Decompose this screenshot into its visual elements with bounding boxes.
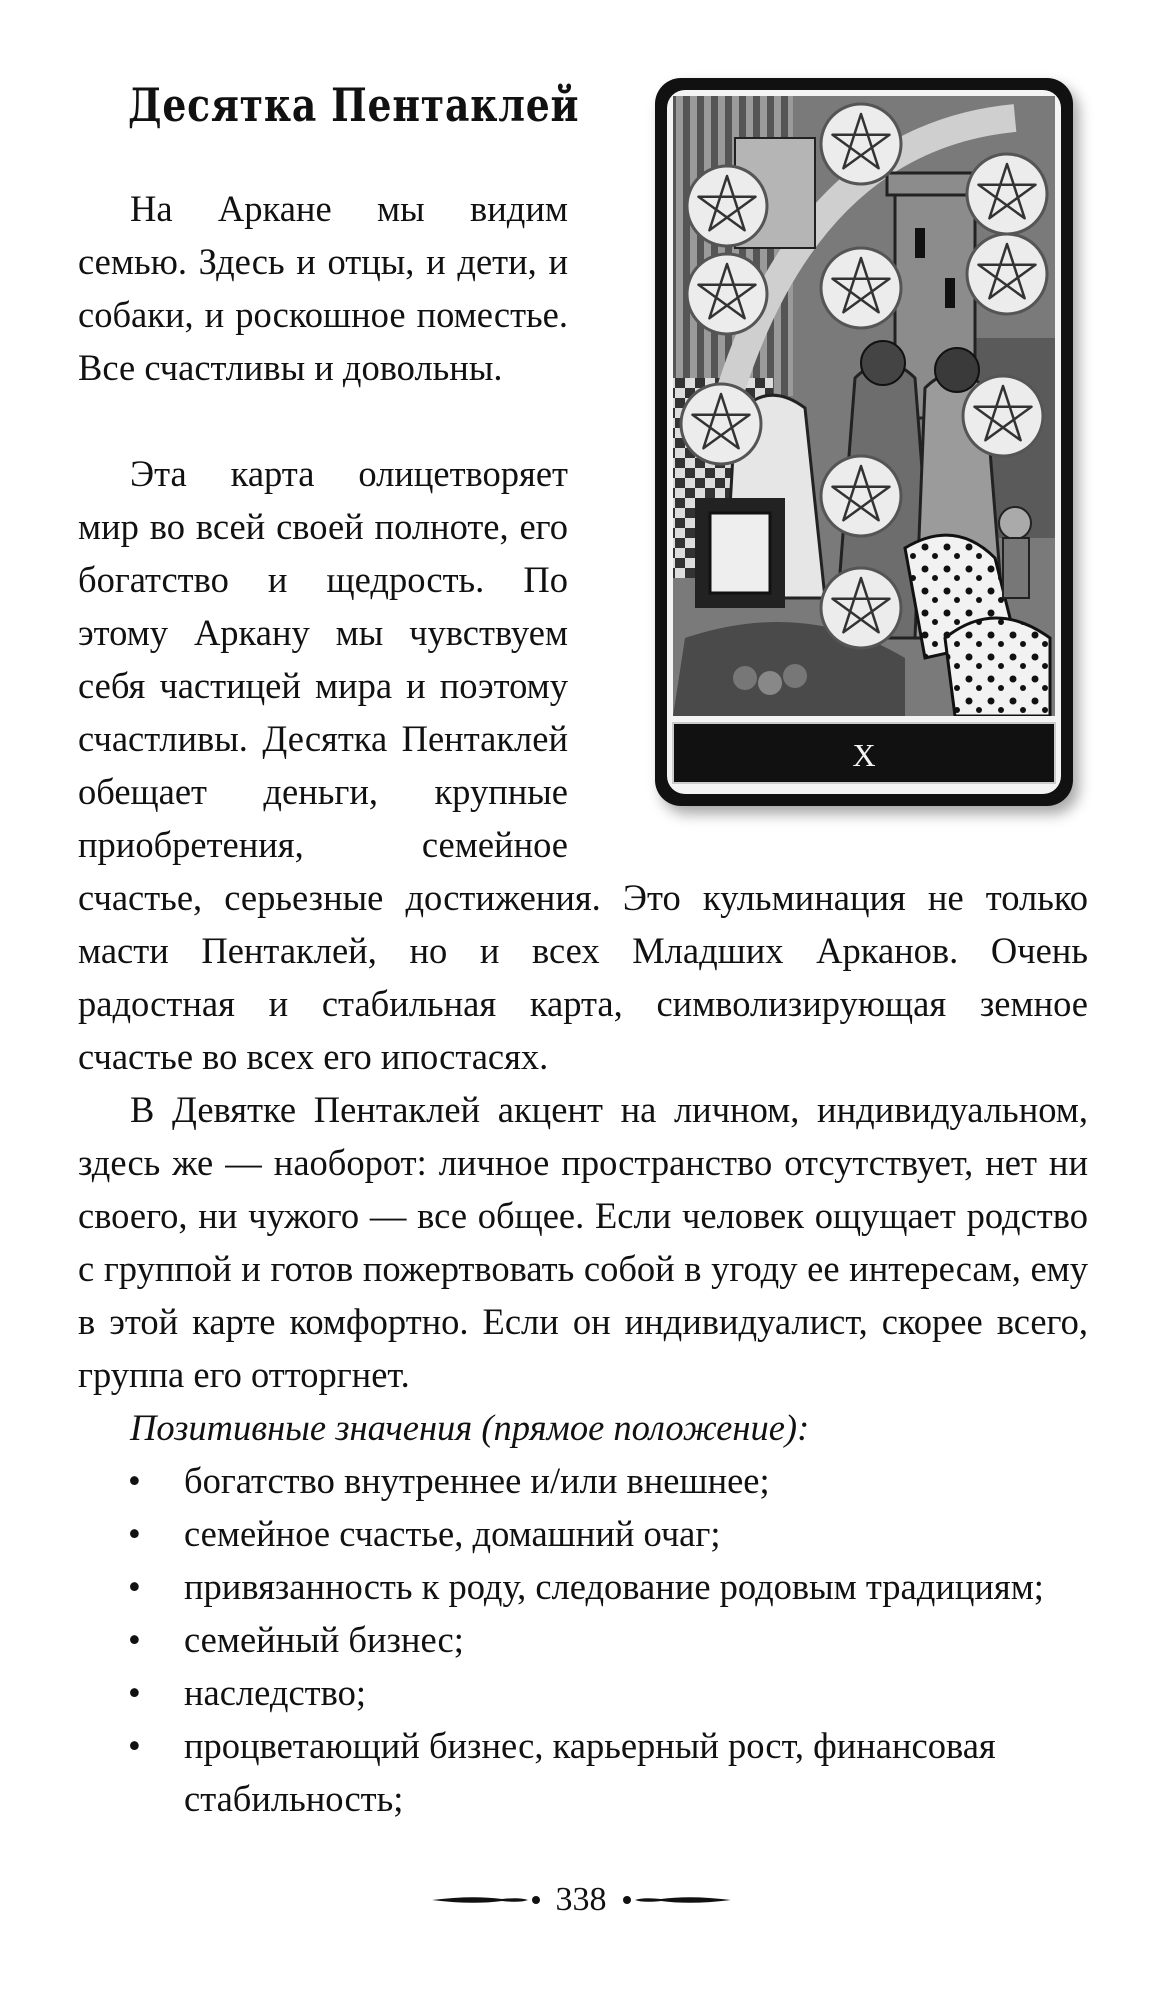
- page-footer: [0, 1870, 1162, 1930]
- card-wrap-space: [568, 182, 1088, 826]
- paragraph-3: В Девятке Пентаклей акцент на личном, индивидуальном, здесь же — наоборот: личное пространство отсутствует, нет ни своего, ни чужого — все общее. Если человек ощущает родство с группой и готов пожертвовать собой в угоду ее интересам, ему в этой карте комфортно. Если он индивидуалист, скорее всего, группа его отторгнет.: [78, 1089, 1088, 1395]
- ornament-left-icon: [432, 1893, 542, 1907]
- ornament-right-icon: [621, 1893, 731, 1907]
- card-numeral: X: [852, 737, 876, 773]
- page-title: Десятка Пентаклей: [128, 78, 580, 132]
- paragraph-1: На Аркане мы видим семью. Здесь и отцы, и дети, и собаки, и роскошное поместье. Все счастливы и довольны.: [78, 188, 568, 388]
- main-text: [78, 182, 1088, 1825]
- list-item: • привязанность к роду, следование родовым традициям;: [78, 1560, 1088, 1613]
- list-item: • наследство;: [78, 1666, 1088, 1719]
- page-number: 338: [555, 1881, 607, 1918]
- list-item: • процветающий бизнес, карьерный рост, финансовая стабильность;: [78, 1719, 1088, 1825]
- positive-meanings-heading: Позитивные значения (прямое положение):: [130, 1407, 810, 1448]
- list-item: • семейный бизнес;: [78, 1613, 1088, 1666]
- list-item: • семейное счастье, домашний очаг;: [78, 1507, 1088, 1560]
- list-item: • богатство внутреннее и/или внешнее;: [78, 1454, 1088, 1507]
- positive-meanings-list: [78, 1454, 1088, 1825]
- paragraph-2: Эта карта олицетворяет мир во всей своей полноте, его богатство и щедрость. По этому Аркану мы чувствуем себя частицей мира и поэтому счастливы. Десятка Пентаклей обещает деньги, крупные приобретения, семейное счастье, серьезные достижения. Это кульминация не только масти Пентаклей, но и всех Младших Арканов. Очень радостная и стабильная карта, символизирующая земное счастье во всех его ипостасях.: [78, 453, 1088, 1077]
